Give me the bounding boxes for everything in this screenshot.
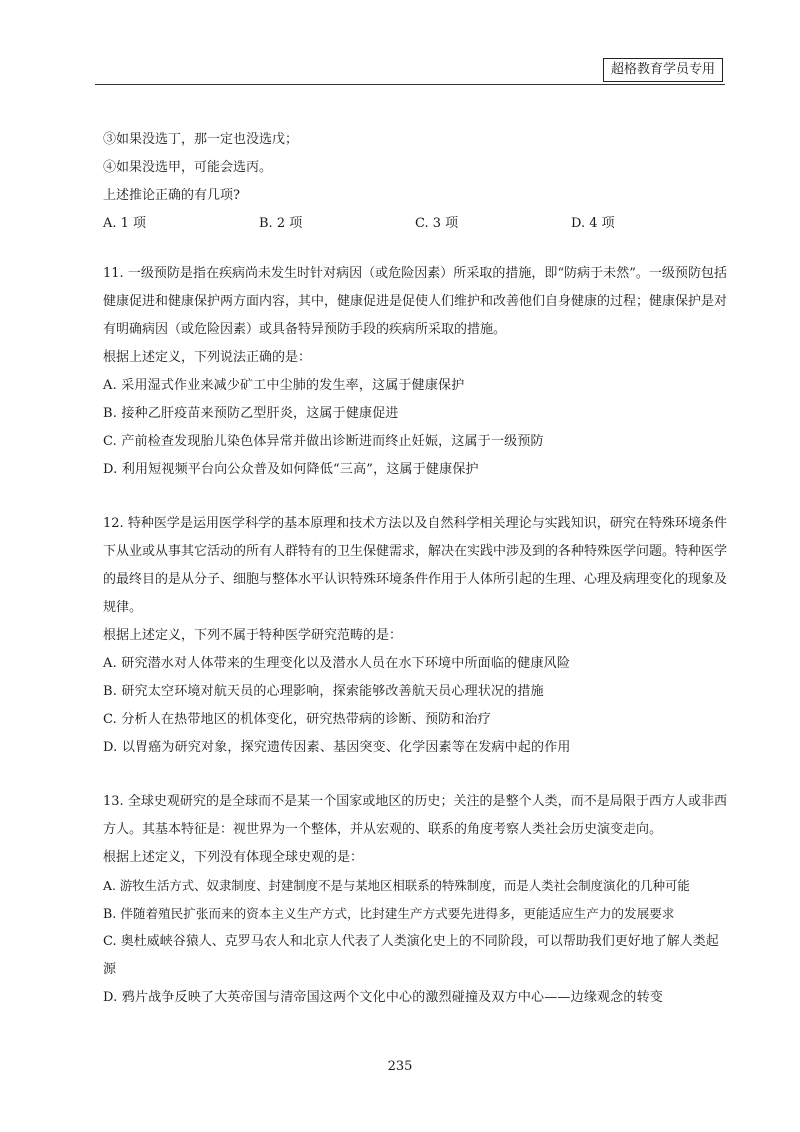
page-body (103, 126, 727, 1012)
prev-question-prompt: 上述推论正确的有几项? (103, 188, 240, 203)
question-13-option-b: B. 伴随着殖民扩张而来的资本主义生产方式，比封建生产方式要先进得多，更能适应生产力的发展要求 (103, 906, 675, 921)
question-13-option-c: C. 奥杜威峡谷猿人、克罗马农人和北京人代表了人类演化史上的不同阶段，可以帮助我们更好地了解人类起源 (103, 934, 719, 977)
header-rule (95, 84, 725, 85)
question-11-option-d: D. 利用短视频平台向公众普及如何降低“三高”，这属于健康保护 (103, 462, 479, 477)
prev-option-d: D. 4 项 (571, 216, 615, 231)
question-12-stem: 12. 特种医学是运用医学科学的基本原理和技术方法以及自然科学相关理论与实践知识，研究在特殊环境条件下从业或从事其它活动的所有人群特有的卫生保健需求，解决在实践中涉及到的各种特殊医学问题。特种医学的最终目的是从分子、细胞与整体水平认识特殊环境条件作用于人体所引起的生理、心理及病理变化的现象及规律。 (103, 516, 728, 615)
question-12-option-d: D. 以胃癌为研究对象，探究遗传因素、基因突变、化学因素等在发病中起的作用 (103, 740, 571, 755)
question-12-prompt: 根据上述定义，下列不属于特种医学研究范畴的是： (103, 628, 403, 643)
question-11-prompt: 根据上述定义，下列说法正确的是： (103, 350, 312, 365)
question-11 (103, 260, 727, 484)
prev-option-b: B. 2 项 (259, 216, 303, 231)
question-12-option-a: A. 研究潜水对人体带来的生理变化以及潜水人员在水下环境中所面临的健康风险 (103, 656, 571, 671)
question-11-stem: 11. 一级预防是指在疾病尚未发生时针对病因（或危险因素）所采取的措施，即“防病于未然”。一级预防包括健康促进和健康保护两方面内容，其中，健康促进是促使人们维护和改善他们自身健康的过程；健康保护是对有明确病因（或危险因素）或具备特异预防手段的疾病所采取的措施。 (103, 266, 728, 337)
question-12-option-c: C. 分析人在热带地区的机体变化，研究热带病的诊断、预防和治疗 (103, 712, 491, 727)
question-11-option-c: C. 产前检查发现胎儿染色体异常并做出诊断进而终止妊娠，这属于一级预防 (103, 434, 544, 449)
question-13-option-a: A. 游牧生活方式、奴隶制度、封建制度不是与某地区相联系的特殊制度，而是人类社会制度演化的几种可能 (103, 878, 690, 893)
question-13-prompt: 根据上述定义，下列没有体现全球史观的是： (103, 850, 364, 865)
question-12-option-b: B. 研究太空环境对航天员的心理影响，探索能够改善航天员心理状况的措施 (103, 684, 544, 699)
question-11-option-a: A. 采用湿式作业来减少矿工中尘肺的发生率，这属于健康保护 (103, 378, 465, 393)
prev-options (103, 210, 727, 238)
prev-option-a: A. 1 项 (103, 216, 147, 231)
prev-condition-4: ④如果没选甲，可能会选丙。 (103, 160, 273, 175)
prev-option-c: C. 3 项 (415, 216, 459, 231)
question-13-stem: 13. 全球史观研究的是全球而不是某一个国家或地区的历史；关注的是整个人类，而不是局限于西方人或非西方人。其基本特征是：视世界为一个整体，并从宏观的、联系的角度考察人类社会历史演变走向。 (103, 794, 727, 837)
prev-condition-3: ③如果没选丁，那一定也没选戊； (103, 132, 299, 147)
question-12 (103, 510, 727, 762)
question-11-option-b: B. 接种乙肝疫苗来预防乙型肝炎，这属于健康促进 (103, 406, 399, 421)
page-number: 235 (387, 1059, 413, 1074)
student-use-stamp: 超格教育学员专用 (603, 58, 723, 82)
question-13-option-d: D. 鸦片战争反映了大英帝国与清帝国这两个文化中心的激烈碰撞及双方中心——边缘观念的转变 (103, 990, 664, 1005)
question-13 (103, 788, 727, 1012)
